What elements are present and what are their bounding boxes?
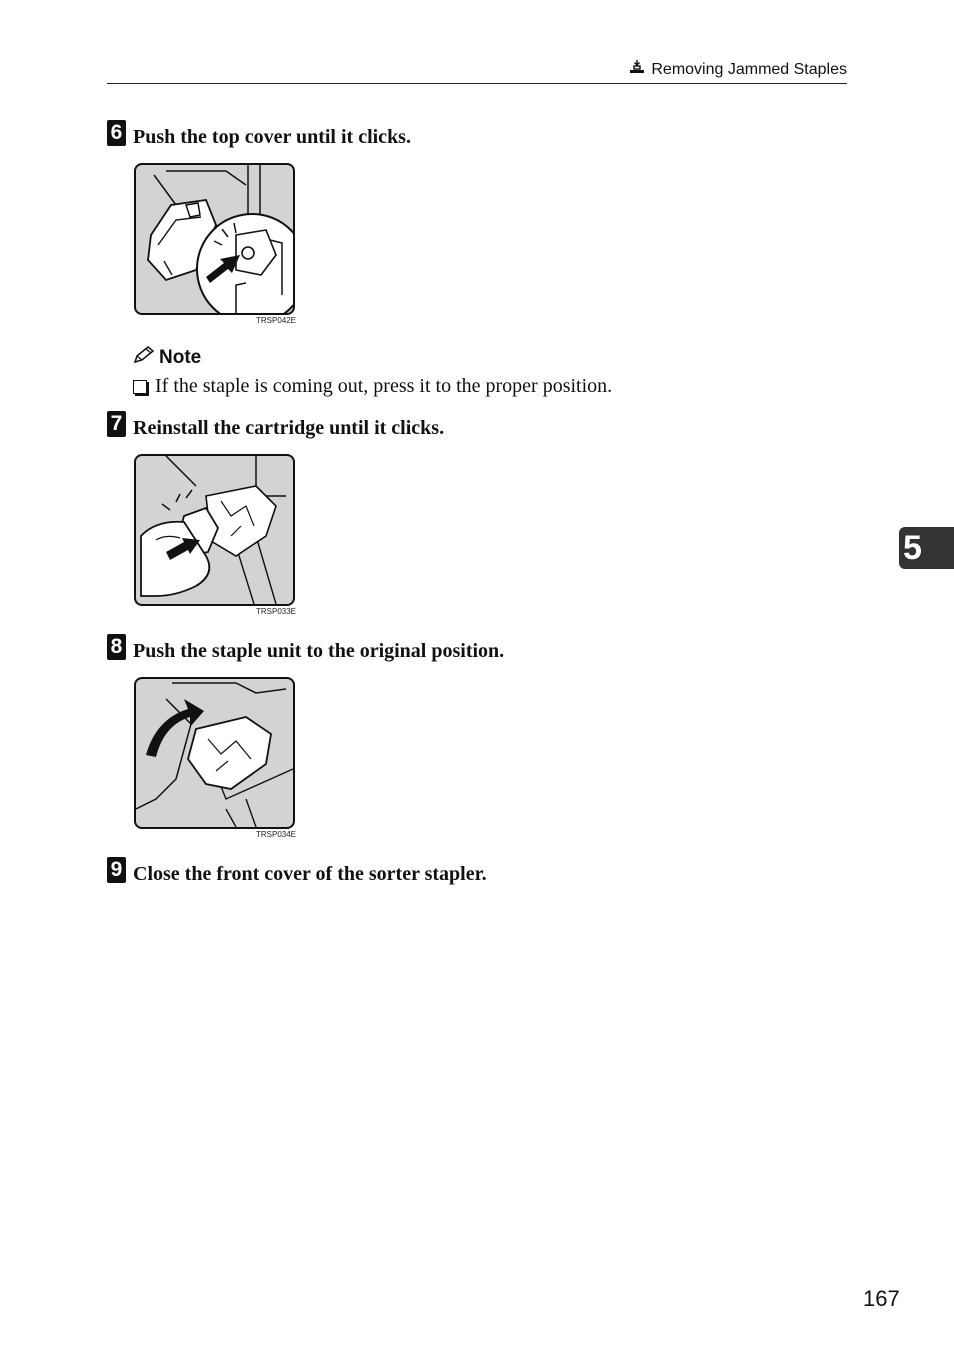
note-heading [133,346,201,370]
checkbox-bullet-icon [133,380,147,394]
page-number: 167 [863,1286,900,1311]
pencil-icon [133,346,155,370]
step-number-badge: 9 [107,857,126,883]
figure-code: TRSP034E [256,830,297,839]
note-title: Note [159,347,202,368]
running-header [629,60,847,79]
chapter-tab: 5 [899,527,954,569]
step-instruction: Close the front cover of the sorter stapler. [133,863,487,885]
step-illustration [134,677,295,829]
step-number-badge: 6 [107,120,126,146]
step-illustration [134,454,295,606]
step-number-badge: 7 [107,411,126,437]
header-title: Removing Jammed Staples [651,60,847,78]
step-instruction: Reinstall the cartridge until it clicks. [133,417,445,439]
note-item-text: If the staple is coming out, press it to the proper position. [155,375,613,397]
header-rule [107,83,847,84]
step-instruction: Push the staple unit to the original position. [133,640,505,662]
figure-code: TRSP033E [256,607,297,616]
figure-code: TRSP042E [256,316,297,325]
step-number-badge: 8 [107,634,126,660]
staple-jam-icon [629,60,645,79]
step-instruction: Push the top cover until it clicks. [133,126,411,148]
note-list-item [133,375,612,398]
step-illustration [134,163,295,315]
